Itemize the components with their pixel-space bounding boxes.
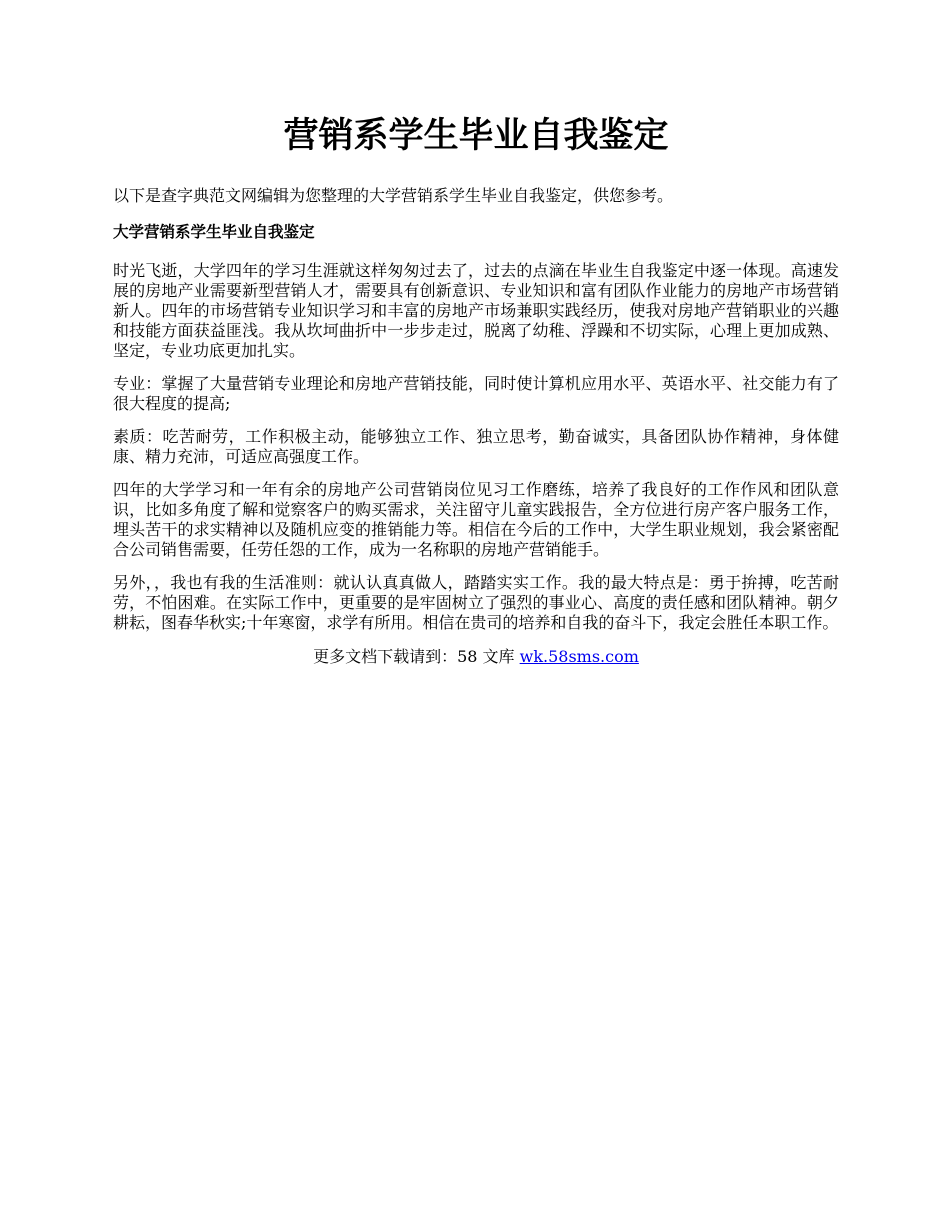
intro-paragraph: 以下是查字典范文网编辑为您整理的大学营销系学生毕业自我鉴定，供您参考。: [113, 186, 674, 205]
footer-line: [113, 647, 839, 667]
body-paragraph-4: 四年的大学学习和一年有余的房地产公司营销岗位见习工作磨练，培养了我良好的工作作风和团队意识，比如多角度了解和觉察客户的购买需求，关注留守儿童实践报告，全方位进行房产客户服务工作，埋头苦干的求实精神以及随机应变的推销能力等。相信在今后的工作中，大学生职业规划，我会紧密配合公司销售需要，任劳任怨的工作，成为一名称职的房地产营销能手。: [113, 480, 839, 559]
body-paragraph-2: 专业：掌握了大量营销专业理论和房地产营销技能，同时使计算机应用水平、英语水平、社交能力有了很大程度的提高;: [113, 374, 839, 413]
document-title: 营销系学生毕业自我鉴定: [283, 116, 669, 156]
document-page: [113, 112, 839, 667]
footer-link[interactable]: wk.58sms.com: [519, 647, 639, 666]
body-paragraph-3: 素质：吃苦耐劳，工作积极主动，能够独立工作、独立思考，勤奋诚实，具备团队协作精神，身体健康、精力充沛，可适应高强度工作。: [113, 427, 839, 466]
footer-text: 更多文档下载请到：58 文库: [313, 647, 520, 666]
body-paragraph-1: 时光飞逝，大学四年的学习生涯就这样匆匆过去了，过去的点滴在毕业生自我鉴定中逐一体现。高速发展的房地产业需要新型营销人才，需要具有创新意识、专业知识和富有团队作业能力的房地产市场营销新人。四年的市场营销专业知识学习和丰富的房地产市场兼职实践经历，使我对房地产营销职业的兴趣和技能方面获益匪浅。我从坎坷曲折中一步步走过，脱离了幼稚、浮躁和不切实际，心理上更加成熟、坚定，专业功底更加扎实。: [113, 261, 839, 360]
body-paragraph-5: 另外，，我也有我的生活准则：就认认真真做人，踏踏实实工作。我的最大特点是：勇于拚搏，吃苦耐劳，不怕困难。在实际工作中，更重要的是牢固树立了强烈的事业心、高度的责任感和团队精神。朝夕耕耘，图春华秋实;十年寒窗，求学有所用。相信在贵司的培养和自我的奋斗下，我定会胜任本职工作。: [113, 573, 839, 632]
section-heading: 大学营销系学生毕业自我鉴定: [113, 223, 315, 241]
